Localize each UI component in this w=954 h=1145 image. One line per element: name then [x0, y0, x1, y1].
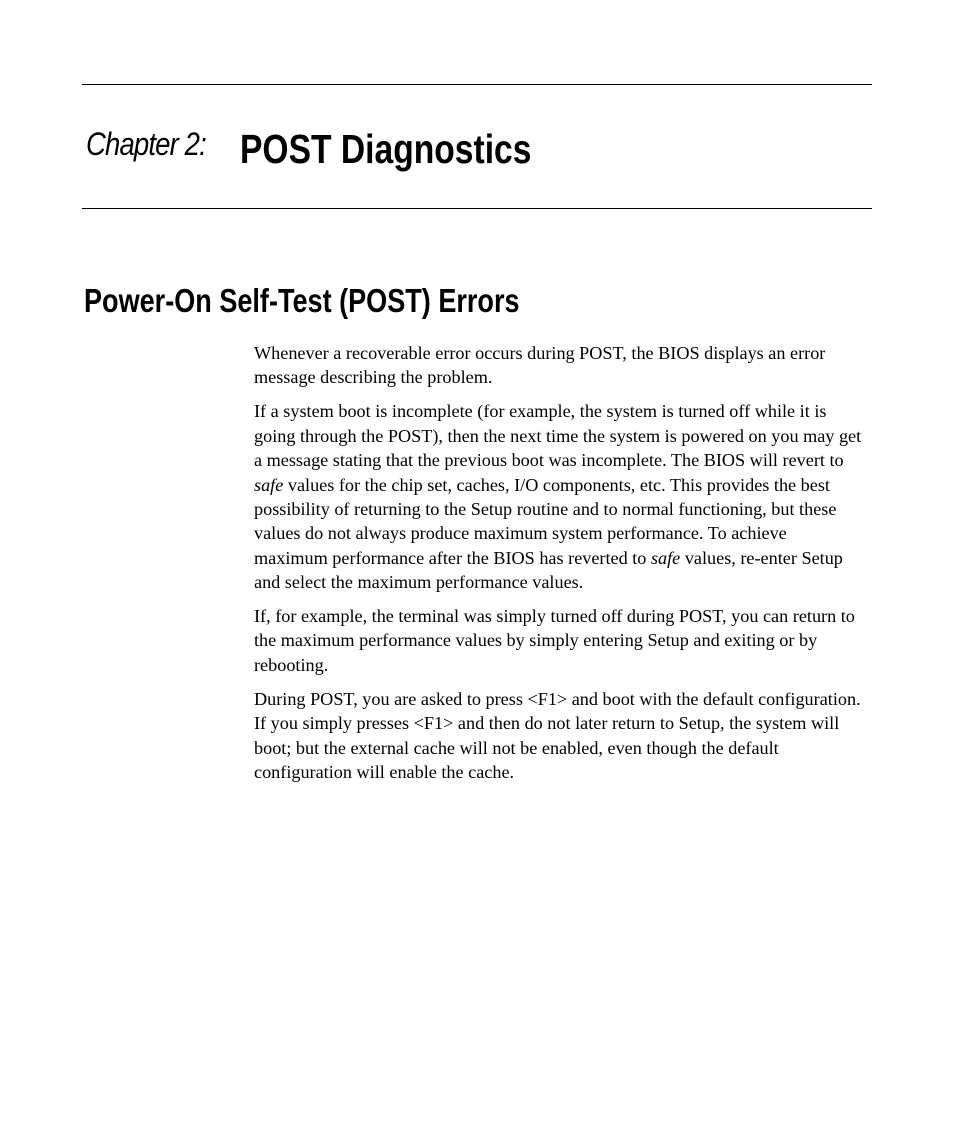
- body-text: [254, 341, 864, 794]
- safe-emphasis-1: safe: [254, 474, 284, 495]
- paragraph-2-part-a: If a system boot is incomplete (for example, the system is turned off while it is going through the POST), then the next time the system is powered on you may get a message stating that the previous boot was incomplete. The BIOS will revert to: [254, 401, 862, 471]
- paragraph-2-part-b: values for the chip set, caches, I/O components, etc. This provides the best possibility of returning to the Setup routine and to normal functioning, but these values do not always produce maximum system performance. To achieve maximum performance after the BIOS has reverted to: [254, 474, 837, 568]
- section-title: Power-On Self-Test (POST) Errors: [84, 282, 520, 319]
- paragraph-2-part-c: values, re-enter Setup and select the maximum performance values.: [254, 547, 843, 593]
- chapter-title: POST Diagnostics: [240, 126, 532, 172]
- paragraph-1: Whenever a recoverable error occurs during POST, the BIOS displays an error message describing the problem.: [254, 343, 826, 388]
- paragraph-4: During POST, you are asked to press <F1> and boot with the default configuration. If you simply presses <F1> and then do not later return to Setup, the system will boot; but the external cache will not be enabled, even though the default configuration will enable the cache.: [254, 688, 861, 782]
- top-rule: [82, 84, 872, 85]
- safe-emphasis-2: safe: [650, 547, 681, 568]
- chapter-heading: [86, 126, 532, 172]
- paragraph-3: If, for example, the terminal was simply turned off during POST, you can return to the maximum performance values by simply entering Setup and exiting or by rebooting.: [254, 606, 855, 675]
- chapter-label: Chapter 2:: [86, 126, 206, 162]
- paragraph-2: [254, 399, 864, 594]
- bottom-rule: [82, 208, 872, 209]
